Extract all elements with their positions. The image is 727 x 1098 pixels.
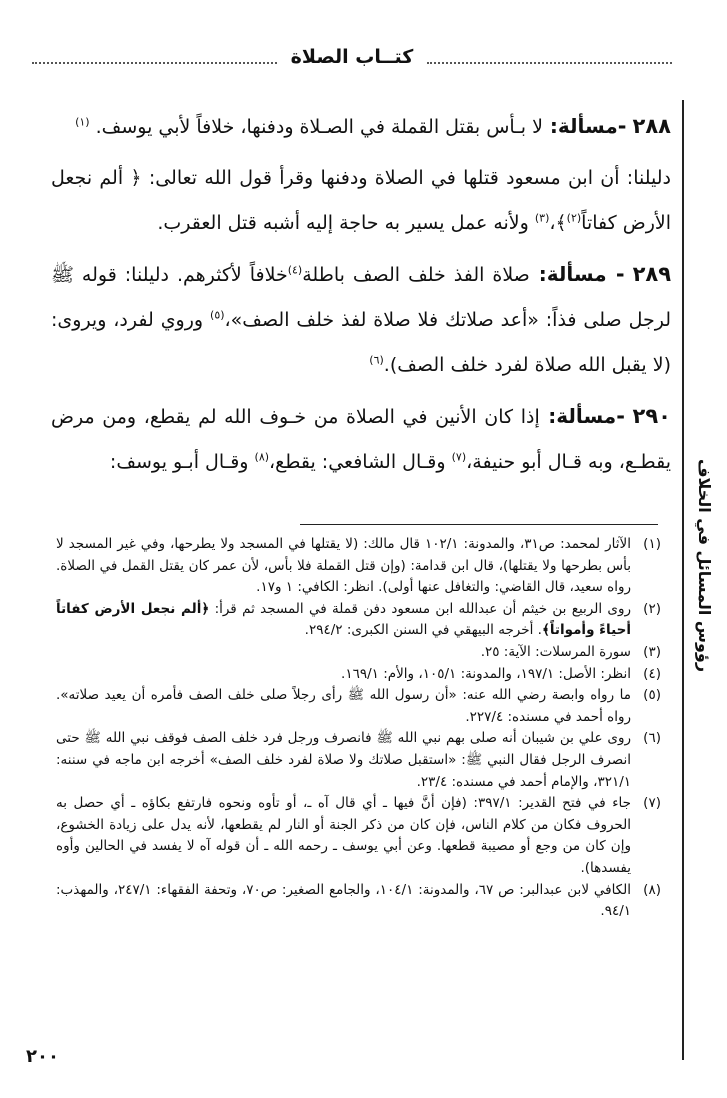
quran-quote: ﴿ألم نجعل الأرض كفاتاً أحياءً وأمواتاً﴾: [56, 600, 631, 639]
header-rule-right: [427, 62, 672, 64]
issue-290: ٢٩٠ -مسألة: إذا كان الأنين في الصلاة من خـوف الله لم يقطع، ومن مرض يقطـع، وبه قـال أبو حنيفة،$^{(٧)}$ وقـال الشافعي: يقطع،$^{(٨)}$ وقـال أبـو يوسف:: [51, 404, 671, 473]
footnote-number: (٢): [643, 600, 661, 617]
issue-label: مسألة: [546, 262, 607, 286]
footnote-ref[interactable]: (١): [75, 115, 90, 129]
footnotes: [56, 534, 661, 923]
issue-number: ٢٨٩: [632, 262, 672, 286]
footnote: [56, 664, 661, 686]
footnote: [56, 534, 661, 599]
evidence-text-c: ولأنه عمل يسير به حاجة إليه أشبه قتل العقرب.: [157, 212, 529, 234]
footnote-ref[interactable]: (٥): [210, 308, 225, 322]
evidence-label: دليلنا: [633, 167, 671, 189]
footnote-text: سورة المرسلات: الآية: ٢٥.: [480, 643, 631, 660]
evidence-text-a: أن ابن مسعود قتلها في الصلاة ودفنها وقرأ قول الله تعالى: ﴿ ألم نجعل الأرض كفاتاً: [51, 167, 671, 234]
evidence-text-b: ﴾،: [549, 212, 567, 234]
footnote-text-b: . أخرجه البيهقي في السنن الكبرى: ٢٩٤/٢.: [304, 622, 542, 639]
footnote-number: (٥): [643, 687, 661, 704]
issue-label: مسألة: [556, 404, 617, 428]
footnote-text: انظر: الأصل: ١٩٧/١، والمدونة: ١٠٥/١، والأم: ١٦٩/١.: [341, 665, 631, 682]
footnote: [56, 642, 661, 664]
footnote-ref[interactable]: (٨): [254, 450, 270, 464]
page-number: ٢٠٠: [26, 1046, 59, 1067]
footnote-number: (٣): [643, 643, 661, 660]
footnote: [56, 685, 661, 728]
footnote-text: [56, 599, 631, 642]
issue-text-a: إذا كان الأنين في الصلاة من خـوف الله لم يقطع، ومن مرض يقطـع، وبه قـال أبو حنيفة،: [51, 406, 671, 473]
issue-text-c: وروي لفرد، ويروى: (لا يقبل الله صلاة لفرد خلف الصف).: [51, 309, 671, 376]
issue-text-b: خلافاً لأكثرهم. دليلنا: قوله ﷺ لرجل صلى فذاً: «أعد صلاتك فلا صلاة لفذ خلف الصف»،: [51, 264, 671, 331]
footnote: [56, 728, 661, 793]
issue-289: ٢٨٩ - مسألة: صلاة الفذ خلف الصف باطلة$^{(٤)}$خلافاً لأكثرهم. دليلنا: قوله ﷺ لرجل صلى فذاً: «أعد صلاتك فلا صلاة لفذ خلف الصف»،$^{(٥)}$ وروي لفرد، ويروى: (لا يقبل الله صلاة لفرد خلف الصف).$^{(٦)}$: [51, 262, 672, 376]
issue-text: لا بـأس بقتل القملة في الصـلاة ودفنها، خلافاً لأبي يوسف.: [95, 116, 543, 138]
side-title-text: رؤوس المسائل في الخلاف: [695, 458, 715, 672]
footnote: [56, 793, 661, 879]
footnote-ref[interactable]: (٢): [566, 211, 582, 225]
running-header: [32, 40, 672, 80]
footnote-separator: [300, 524, 658, 525]
footnote-ref[interactable]: (٣): [534, 211, 550, 225]
issue-text-b: وقـال الشافعي: يقطع،: [269, 451, 446, 473]
footnote-text: جاء في فتح القدير: ٣٩٧/١: (فإن أنَّ فيها ـ أي قال آه ـ، أو تأوه ونحوه فارتفع بكاؤه ـ أي حصل به الحروف فكان من كلام الناس، فإن كان من ذكر الجنة أو النار لم يقطعها، لأنه يدل على زيادة الخشوع، وإن كان من وجع أو مصيبة قطعها. وعن أبي يوسف ـ رحمه الله ـ أن قوله آه لا يفسد في الحالين وأوه يفسدها).: [56, 795, 631, 876]
main-text: [51, 104, 671, 491]
header-rule-left: [32, 62, 277, 64]
footnote-text: الآثار لمحمد: ص٣١، والمدونة: ١٠٢/١ قال مالك: (لا يقتلها في المسجد ولا يطرحها، وفي غير المسجد لا بأس بطرحها ولا يقتلها)، قال ابن قدامة: (وإن قتل القملة فلا بأس، لأن عمر كان يقتل القمل في الصلاة. رواه سعيد، قال القاضي: والتغافل عنها أولى). انظر: الكافي: ١ و١٧.: [56, 536, 631, 596]
footnote-text: ما رواه وابصة رضي الله عنه: «أن رسول الله ﷺ رأى رجلاً صلى خلف الصف فأمره أن يعيد صلاته». رواه أحمد في مسنده: ٢٢٧/٤.: [56, 687, 631, 725]
header-title: كتــاب الصلاة: [279, 46, 426, 68]
footnote-number: (٦): [643, 730, 661, 747]
footnote-text: روى علي بن شيبان أنه صلى بهم نبي الله ﷺ فانصرف ورجل فرد خلف الصف فوقف نبي الله ﷺ حتى انصرف الرجل فقال النبي ﷺ: «استقبل صلاتك ولا صلاة لفرد خلف الصف» أخرجه ابن ماجه في سننه: ٣٢١/١، والإمام أحمد في مسنده: ٢٣/٤.: [56, 730, 631, 790]
footnote-ref[interactable]: (٤): [287, 263, 303, 277]
issue-number: ٢٨٨: [632, 114, 671, 138]
footnote-number: (١): [643, 536, 661, 552]
issue-number: ٢٩٠: [632, 404, 671, 428]
footnote-text: الكافي لابن عبدالبر: ص ٦٧، والمدونة: ١٠٤/١، والجامع الصغير: ص٧٠، وتحفة الفقهاء: ٢٤٧/١، والمهذب: ٩٤/١.: [56, 881, 632, 920]
footnote: [56, 599, 661, 642]
footnote-ref[interactable]: (٧): [451, 450, 467, 464]
footnote: [56, 880, 661, 923]
issue-text-a: صلاة الفذ خلف الصف باطلة: [302, 264, 530, 286]
footnote-ref[interactable]: (٦): [369, 353, 384, 367]
footnote-text-a: روى الربيع بن خيثم أن عبدالله ابن مسعود دفن قملة في المسجد ثم قرأ:: [214, 600, 632, 617]
issue-text-c: وقـال أبـو يوسف:: [109, 451, 249, 473]
footnote-number: (٨): [643, 881, 661, 898]
footnote-number: (٤): [643, 665, 661, 682]
footnote-number: (٧): [643, 795, 661, 812]
evidence-288: دليلنا: أن ابن مسعود قتلها في الصلاة ودفنها وقرأ قول الله تعالى: ﴿ ألم نجعل الأرض كفاتاً$^{(٢)}$﴾،$^{(٣)}$ ولأنه عمل يسير به حاجة إليه أشبه قتل العقرب.: [51, 167, 671, 234]
issue-288: ٢٨٨ -مسألة: لا بـأس بقتل القملة في الصـلاة ودفنها، خلافاً لأبي يوسف. $^{(١)}$: [75, 114, 671, 138]
issue-label: مسألة: [557, 114, 618, 138]
